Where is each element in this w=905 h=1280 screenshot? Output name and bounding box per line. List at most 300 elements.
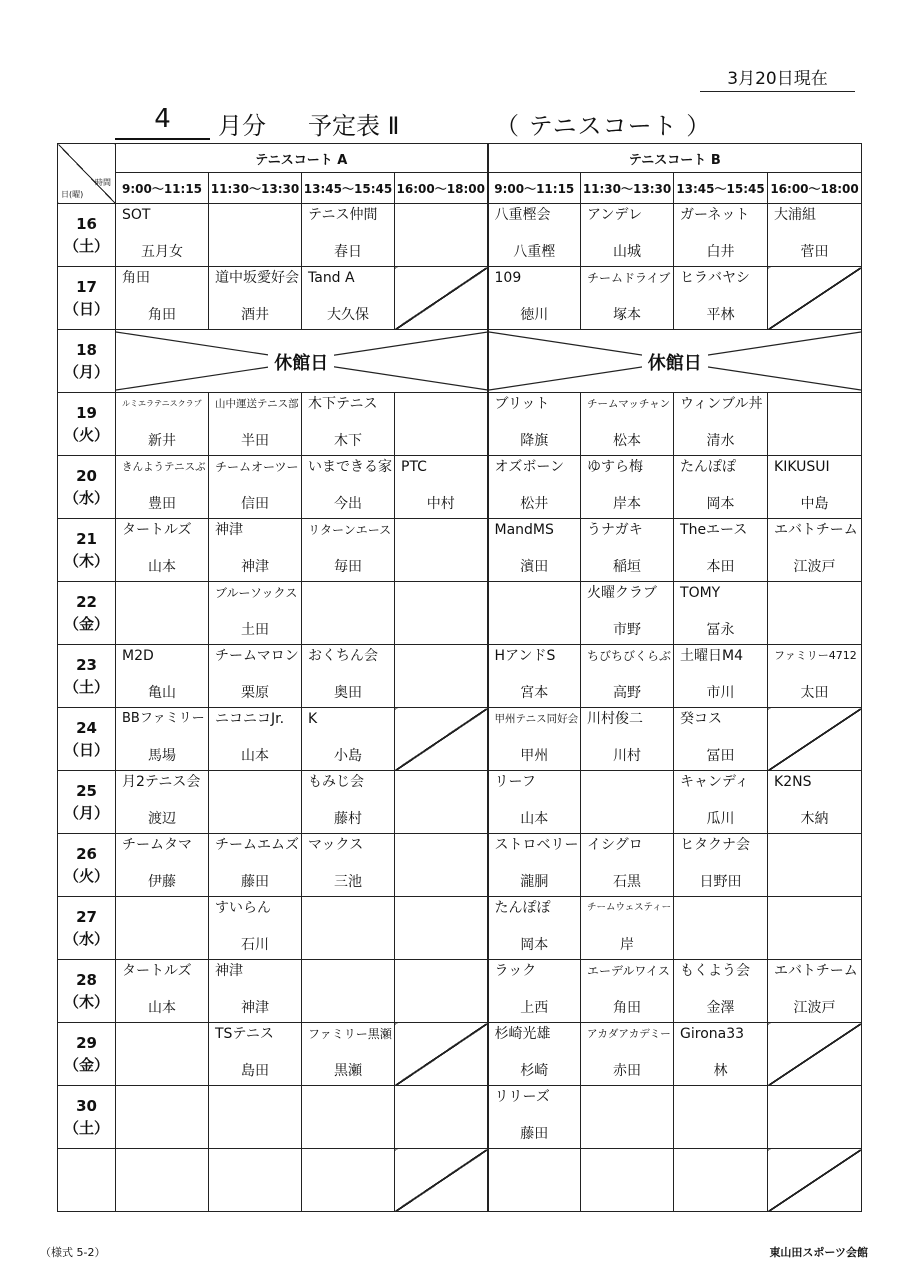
day-row [58, 1149, 862, 1212]
team-name: 杉崎光雄 [494, 1026, 551, 1042]
day-row [58, 708, 862, 771]
slot-cell [209, 897, 302, 960]
slot-cell [116, 1149, 209, 1212]
header-corner [58, 144, 116, 204]
slot-cell [302, 519, 395, 582]
day-of-week: （日） [63, 741, 109, 759]
team-name: TOMY [680, 585, 721, 601]
day-of-week: （日） [63, 300, 109, 318]
slot-cell [768, 393, 862, 456]
slot-cell [395, 834, 488, 897]
team-name: SOT [122, 207, 151, 223]
day-of-week: （木） [63, 552, 109, 570]
slot-cell [674, 834, 768, 897]
representative-name: 神津 [241, 1000, 269, 1016]
day-label [58, 393, 116, 456]
slot-cell [581, 582, 674, 645]
representative-name: 山本 [148, 559, 176, 575]
slot-cell [768, 834, 862, 897]
day-row [58, 204, 862, 267]
team-name: チームマロン [215, 648, 299, 664]
slot-cell [768, 645, 862, 708]
team-name: アンデレ [587, 207, 643, 223]
team-name: オズボーン [494, 459, 565, 475]
day-label [58, 456, 116, 519]
day-row [58, 456, 862, 519]
slot-cell [488, 1023, 581, 1086]
representative-name: 島田 [241, 1063, 269, 1079]
representative-name: 岡本 [520, 937, 549, 953]
representative-name: 渡辺 [148, 811, 176, 827]
team-name: BBファミリー [122, 711, 205, 726]
team-name: HアンドS [494, 648, 556, 664]
representative-name: 角田 [148, 307, 176, 323]
slot-cell [209, 393, 302, 456]
title-month: 4 [115, 104, 210, 140]
day-of-week: （金） [63, 615, 109, 633]
team-name: ウィンブル丼 [680, 396, 763, 412]
closed-day-label [116, 349, 487, 375]
representative-name: 川村 [613, 748, 642, 764]
slot-cell [209, 834, 302, 897]
team-name: ストロベリー [494, 837, 579, 853]
page-title [100, 98, 860, 142]
slot-cell [116, 897, 209, 960]
day-number: 26 [76, 845, 97, 863]
representative-name: 信田 [241, 496, 269, 512]
court-b-slot-3: 13:45～15:45 [674, 173, 768, 204]
slot-cell [488, 708, 581, 771]
slot-cell [768, 1086, 862, 1149]
slot-cell [581, 393, 674, 456]
representative-name: 毎田 [334, 559, 362, 575]
representative-name: 濱田 [520, 559, 549, 575]
day-of-week: （木） [63, 993, 109, 1011]
team-name: ブルーソックス [215, 586, 298, 600]
representative-name: 太田 [800, 685, 829, 701]
representative-name: 角田 [613, 1000, 642, 1016]
team-name: いまできる家 [308, 459, 392, 475]
team-name: Theエース [680, 522, 748, 538]
team-name: MandMS [494, 522, 554, 538]
representative-name: 小島 [334, 748, 362, 764]
representative-name: 上西 [520, 1000, 549, 1016]
team-name: 109 [494, 270, 522, 286]
slot-cell [488, 582, 581, 645]
team-name: イシグロ [587, 837, 643, 853]
representative-name: 岸本 [613, 496, 642, 512]
representative-name: 清水 [706, 433, 735, 449]
team-name: Girona33 [680, 1026, 745, 1042]
court-b-header: テニスコート B [488, 144, 862, 173]
day-row [58, 960, 862, 1023]
representative-name: 塚本 [613, 307, 642, 323]
title-facility-label: （ テニスコート ） [495, 112, 712, 140]
team-name: 甲州テニス同好会 [494, 713, 579, 725]
team-name: ヒタクナ会 [680, 837, 751, 853]
schedule-table [57, 143, 862, 1212]
representative-name: 土田 [241, 622, 269, 638]
team-name: TSテニス [215, 1026, 274, 1042]
team-name: おくちん会 [308, 648, 378, 664]
slot-cell [674, 393, 768, 456]
representative-name: 新井 [148, 433, 176, 449]
representative-name: 豊田 [148, 496, 176, 512]
slot-cell [768, 456, 862, 519]
slot-cell [302, 771, 395, 834]
team-name: ちびちびくらぶ [587, 649, 672, 663]
closed-day-text: 休館日 [642, 353, 708, 374]
team-name: Tand A [308, 270, 355, 286]
team-name: 木下テニス [308, 396, 378, 412]
closed-day-text: 休館日 [268, 353, 334, 374]
unavailable-slot [395, 1149, 488, 1212]
representative-name: 宮本 [520, 685, 549, 701]
slot-cell [581, 456, 674, 519]
day-label [58, 897, 116, 960]
representative-name: 八重樫 [513, 244, 556, 260]
slot-cell [488, 456, 581, 519]
slot-cell [581, 960, 674, 1023]
representative-name: 瀧胴 [520, 874, 549, 890]
day-row [58, 1023, 862, 1086]
day-number: 19 [76, 404, 97, 422]
representative-name: 菅田 [800, 244, 829, 260]
day-label [58, 834, 116, 897]
day-label [58, 1086, 116, 1149]
day-of-week: （土） [63, 1119, 109, 1137]
slot-cell [581, 645, 674, 708]
team-name: 月2テニス会 [122, 774, 201, 790]
team-name: アカダアカデミー [587, 1028, 671, 1040]
representative-name: 降旗 [520, 433, 549, 449]
representative-name: 市野 [613, 622, 642, 638]
slot-cell [581, 834, 674, 897]
day-number: 17 [76, 278, 97, 296]
slot-cell [116, 456, 209, 519]
slot-cell [395, 519, 488, 582]
team-name: うナガキ [587, 522, 643, 538]
day-of-week: （水） [63, 930, 109, 948]
slot-cell [768, 771, 862, 834]
slot-cell [488, 960, 581, 1023]
unavailable-slot [395, 1023, 488, 1086]
schedule-sheet [57, 143, 861, 1212]
team-name: ガーネット [680, 207, 750, 223]
team-name: 八重樫会 [494, 207, 551, 223]
slot-cell [209, 1086, 302, 1149]
team-name: 道中坂愛好会 [215, 270, 299, 286]
slot-cell [674, 960, 768, 1023]
day-number: 29 [76, 1034, 97, 1052]
slot-cell [488, 204, 581, 267]
team-name: 角田 [122, 270, 150, 286]
slot-cell [209, 204, 302, 267]
team-name: M2D [122, 648, 154, 664]
unavailable-slot [395, 267, 488, 330]
day-label [58, 519, 116, 582]
slot-cell [302, 897, 395, 960]
representative-name: 馬場 [148, 748, 176, 764]
slot-cell [116, 1086, 209, 1149]
title-month-label: 月分 [218, 112, 266, 140]
slot-cell [768, 204, 862, 267]
day-label [58, 204, 116, 267]
slot-cell [116, 582, 209, 645]
slot-cell [209, 645, 302, 708]
team-name: リーフ [494, 774, 536, 790]
court-a-closed [116, 330, 488, 393]
day-of-week: （火） [63, 426, 109, 444]
day-number: 22 [76, 593, 97, 611]
slot-cell [581, 519, 674, 582]
slot-cell [395, 204, 488, 267]
slot-cell [581, 897, 674, 960]
team-name: チームエムズ [215, 837, 299, 853]
slot-cell [395, 645, 488, 708]
slot-cell [302, 393, 395, 456]
slot-cell [581, 1086, 674, 1149]
slot-cell [209, 582, 302, 645]
representative-name: 石川 [241, 937, 269, 953]
day-label [58, 771, 116, 834]
slot-cell [674, 645, 768, 708]
representative-name: 甲州 [520, 748, 549, 764]
representative-name: 木納 [800, 811, 829, 827]
court-a-slot-2: 11:30～13:30 [209, 173, 302, 204]
representative-name: 松井 [520, 496, 549, 512]
day-of-week: （月） [63, 363, 109, 381]
day-row [58, 393, 862, 456]
representative-name: 江波戸 [793, 1000, 836, 1016]
court-a-slot-4: 16:00～18:00 [395, 173, 488, 204]
team-name: チームオーツー [215, 460, 299, 474]
team-name: ヒラバヤシ [680, 270, 750, 286]
slot-cell [581, 1023, 674, 1086]
representative-name: 金澤 [706, 1000, 735, 1016]
day-of-week: （月） [63, 804, 109, 822]
slot-cell [302, 582, 395, 645]
slot-cell [674, 1086, 768, 1149]
representative-name: 伊藤 [148, 874, 176, 890]
slot-cell [488, 834, 581, 897]
slot-cell [395, 393, 488, 456]
day-of-week: （水） [63, 489, 109, 507]
team-name: ニコニコJr. [215, 711, 285, 727]
slot-cell [768, 519, 862, 582]
team-name: リターンエース [308, 523, 392, 537]
day-number: 27 [76, 908, 97, 926]
representative-name: 山城 [613, 244, 642, 260]
team-name: タートルズ [122, 522, 192, 538]
representative-name: 本田 [706, 559, 735, 575]
representative-name: 岸 [620, 937, 635, 953]
slot-cell [395, 897, 488, 960]
slot-cell [488, 519, 581, 582]
slot-cell [209, 1023, 302, 1086]
unavailable-slot [768, 1023, 862, 1086]
unavailable-slot [768, 708, 862, 771]
slot-cell [488, 771, 581, 834]
team-name: ラック [494, 963, 537, 979]
slot-cell [395, 771, 488, 834]
representative-name: 林 [713, 1063, 728, 1079]
header-day-label: 日(曜) [61, 190, 84, 199]
representative-name: 白井 [706, 244, 735, 260]
team-name: KIKUSUI [774, 459, 830, 475]
representative-name: 中島 [800, 496, 829, 512]
slot-cell [674, 1023, 768, 1086]
slot-cell [395, 960, 488, 1023]
slot-cell [302, 456, 395, 519]
slot-cell [488, 1149, 581, 1212]
team-name: たんぽぽ [494, 900, 551, 916]
team-name: エバトチーム [774, 522, 858, 538]
day-row [58, 519, 862, 582]
team-name: キャンディ [680, 774, 749, 790]
team-name: 土曜日M4 [680, 648, 744, 664]
slot-cell [302, 1086, 395, 1149]
day-of-week: （土） [63, 237, 109, 255]
slot-cell [209, 960, 302, 1023]
slot-cell [674, 582, 768, 645]
day-number: 16 [76, 215, 97, 233]
unavailable-slot [768, 267, 862, 330]
slot-cell [302, 708, 395, 771]
form-number: （様式 5-2） [40, 1246, 106, 1259]
slot-cell [302, 645, 395, 708]
team-name: チームドライブ [587, 271, 671, 285]
team-name: エバトチーム [774, 963, 858, 979]
day-row [58, 897, 862, 960]
slot-cell [395, 582, 488, 645]
representative-name: 岡本 [706, 496, 735, 512]
day-row [58, 330, 862, 393]
representative-name: 大久保 [327, 307, 369, 323]
team-name: K2NS [774, 774, 812, 790]
representative-name: 半田 [241, 433, 269, 449]
representative-name: 三池 [334, 874, 362, 890]
team-name: K [308, 711, 318, 727]
team-name: ルミエラテニスクラブ [122, 399, 202, 408]
slot-cell [302, 267, 395, 330]
slot-cell [116, 771, 209, 834]
slot-cell [209, 267, 302, 330]
team-name: もくよう会 [680, 963, 751, 979]
day-number: 23 [76, 656, 97, 674]
representative-name: 木下 [334, 433, 362, 449]
slot-cell [768, 582, 862, 645]
day-label [58, 267, 116, 330]
slot-cell [209, 708, 302, 771]
team-name: 山中運送テニス部 [215, 398, 299, 410]
representative-name: 江波戸 [793, 559, 836, 575]
representative-name: 冨田 [706, 748, 735, 764]
day-number: 30 [76, 1097, 97, 1115]
facility-name: 東山田スポーツ会館 [769, 1246, 868, 1259]
representative-name: 春日 [334, 244, 362, 260]
representative-name: 市川 [706, 685, 735, 701]
representative-name: 日野田 [699, 874, 742, 890]
court-a-slot-3: 13:45～15:45 [302, 173, 395, 204]
day-number: 21 [76, 530, 97, 548]
slot-cell [581, 708, 674, 771]
team-name: 川村俊二 [587, 711, 644, 727]
slot-cell [674, 204, 768, 267]
slot-cell [209, 456, 302, 519]
slot-cell [674, 1149, 768, 1212]
unavailable-slot [395, 708, 488, 771]
team-name: タートルズ [122, 963, 192, 979]
day-row [58, 771, 862, 834]
slot-cell [116, 204, 209, 267]
representative-name: 酒井 [241, 307, 269, 323]
day-row [58, 834, 862, 897]
representative-name: 栗原 [241, 685, 269, 701]
slot-cell [674, 519, 768, 582]
representative-name: 冨永 [706, 622, 735, 638]
court-a-header: テニスコート A [116, 144, 488, 173]
representative-name: 奥田 [334, 685, 362, 701]
day-of-week: （土） [63, 678, 109, 696]
team-name: ファミリー4712 [774, 649, 857, 662]
representative-name: 赤田 [613, 1063, 642, 1079]
team-name: テニス仲間 [308, 207, 378, 223]
representative-name: 黒瀬 [334, 1063, 362, 1079]
team-name: ファミリー黒瀬 [308, 1027, 392, 1041]
day-number: 25 [76, 782, 97, 800]
team-name: ゆすら梅 [587, 459, 644, 475]
team-name: 癸コス [680, 711, 723, 727]
slot-cell [209, 771, 302, 834]
day-row [58, 582, 862, 645]
team-name: マックス [308, 837, 364, 853]
slot-cell [674, 267, 768, 330]
day-label [58, 1149, 116, 1212]
team-name: 大浦組 [774, 207, 817, 223]
slot-cell [116, 267, 209, 330]
team-name: すいらん [215, 900, 271, 916]
team-name: きんようテニスぶ [122, 461, 206, 473]
slot-cell [488, 267, 581, 330]
team-name: もみじ会 [308, 774, 364, 790]
as-of-date: 3月20日現在 [700, 64, 855, 92]
representative-name: 徳川 [520, 307, 549, 323]
slot-cell [116, 645, 209, 708]
representative-name: 藤田 [241, 874, 269, 890]
representative-name: 平林 [706, 307, 735, 323]
representative-name: 山本 [241, 748, 269, 764]
slot-cell [488, 897, 581, 960]
day-label [58, 960, 116, 1023]
day-label [58, 708, 116, 771]
slot-cell [116, 834, 209, 897]
representative-name: 藤村 [334, 811, 362, 827]
representative-name: 山本 [148, 1000, 176, 1016]
team-name: たんぽぽ [680, 459, 737, 475]
court-b-slot-2: 11:30～13:30 [581, 173, 674, 204]
representative-name: 松本 [613, 433, 642, 449]
day-row [58, 1086, 862, 1149]
header-time-label: 時間 [95, 178, 111, 187]
day-of-week: （火） [63, 867, 109, 885]
slot-cell [674, 897, 768, 960]
team-name: 神津 [215, 522, 243, 538]
slot-cell [674, 456, 768, 519]
team-name: 火曜クラブ [587, 585, 658, 601]
day-label [58, 645, 116, 708]
slot-cell [581, 267, 674, 330]
